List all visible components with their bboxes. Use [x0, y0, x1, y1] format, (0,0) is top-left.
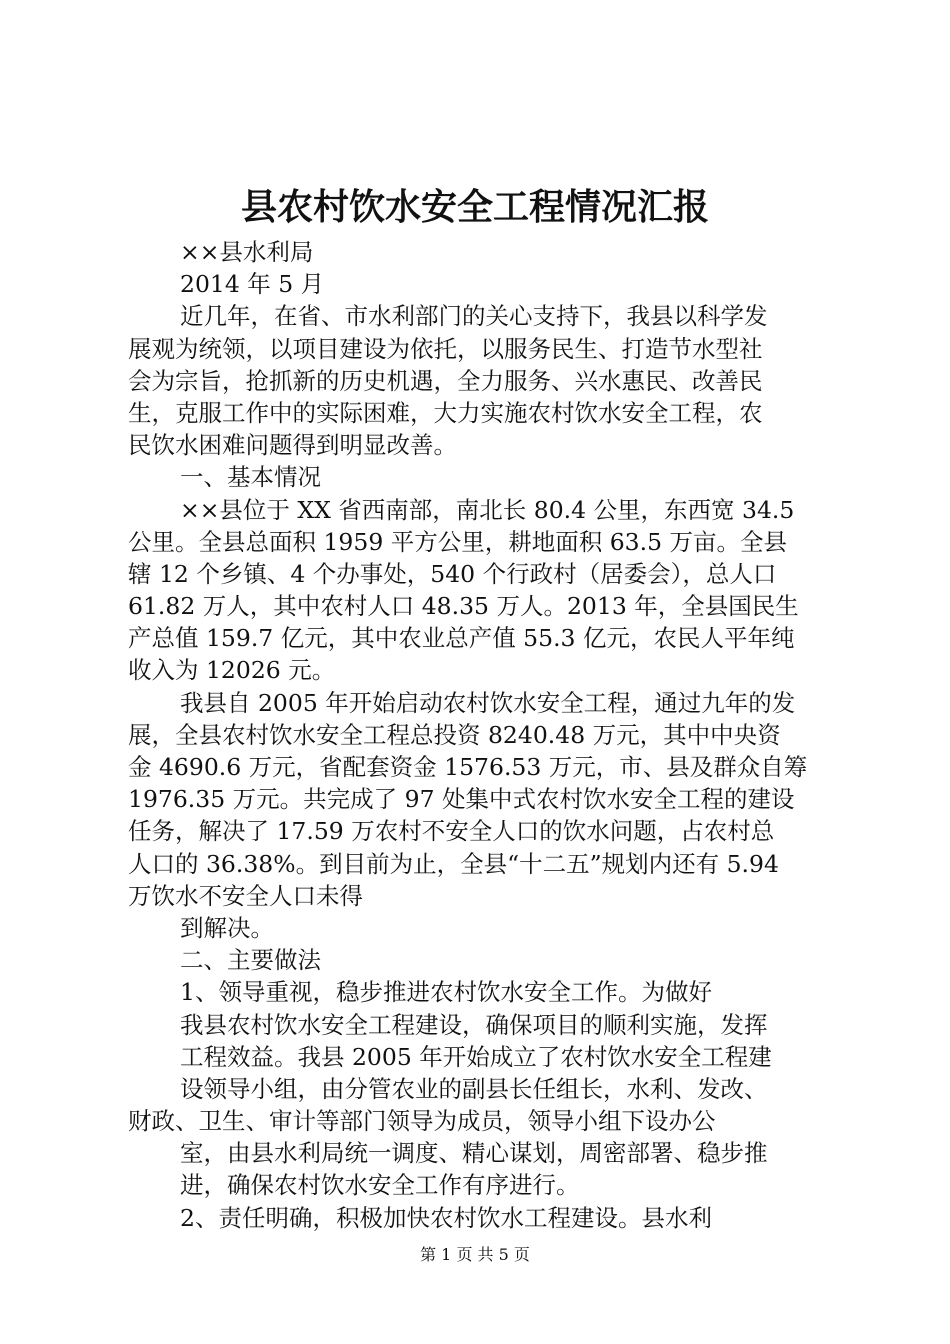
paragraph-line: 室，由县水利局统一调度、精心谋划，周密部署、稳步推 — [180, 1139, 768, 1168]
paragraph-line: 展观为统领，以项目建设为依托，以服务民生、打造节水型社 — [128, 334, 763, 363]
paragraph-line: 进，确保农村饮水安全工作有序进行。 — [180, 1171, 580, 1200]
subsection-heading: 2、责任明确，积极加快农村饮水工程建设。县水利 — [180, 1203, 712, 1232]
paragraph-line: 到解决。 — [180, 913, 274, 942]
paragraph-line: 财政、卫生、审计等部门领导为成员，领导小组下设办公 — [128, 1107, 716, 1136]
document-body — [128, 236, 834, 1234]
paragraph-line: 我县自 2005 年开始启动农村饮水安全工程，通过九年的发 — [180, 688, 796, 717]
paragraph-line: 生，克服工作中的实际困难，大力实施农村饮水安全工程，农 — [128, 398, 763, 427]
author-line: ××县水利局 — [180, 238, 314, 266]
paragraph-line: 公里。全县总面积 1959 平方公里，耕地面积 63.5 万亩。全县 — [128, 527, 788, 556]
paragraph-line: 万饮水不安全人口未得 — [128, 881, 363, 910]
paragraph-line: 人口的 36.38%。到目前为止，全县“十二五”规划内还有 5.94 — [128, 849, 779, 878]
paragraph-line: 我县农村饮水安全工程建设，确保项目的顺利实施，发挥 — [180, 1010, 768, 1039]
paragraph-line: 61.82 万人，其中农村人口 48.35 万人。2013 年，全县国民生 — [128, 592, 799, 621]
paragraph-line: 会为宗旨，抢抓新的历史机遇，全力服务、兴水惠民、改善民 — [128, 366, 763, 395]
paragraph-line: 近几年，在省、市水利部门的关心支持下，我县以科学发 — [180, 302, 768, 331]
paragraph-line: 工程效益。我县 2005 年开始成立了农村饮水安全工程建 — [180, 1042, 772, 1071]
date-line: 2014 年 5 月 — [180, 270, 325, 299]
paragraph-line: 收入为 12026 元。 — [128, 656, 336, 685]
paragraph-line: 任务，解决了 17.59 万农村不安全人口的饮水问题，占农村总 — [128, 817, 775, 846]
document-title: 县农村饮水安全工程情况汇报 — [240, 186, 709, 228]
section-heading: 二、主要做法 — [180, 946, 321, 975]
paragraph-line: 民饮水困难问题得到明显改善。 — [128, 431, 457, 460]
paragraph-line: 辖 12 个乡镇、4 个办事处，540 个行政村（居委会），总人口 — [128, 559, 777, 588]
paragraph-line: ××县位于 XX 省西南部，南北长 80.4 公里，东西宽 34.5 — [180, 495, 795, 524]
paragraph-line: 产总值 159.7 亿元，其中农业总产值 55.3 亿元，农民人平年纯 — [128, 624, 795, 653]
paragraph-line: 设领导小组，由分管农业的副县长任组长，水利、发改、 — [180, 1074, 768, 1103]
subsection-heading: 1、领导重视，稳步推进农村饮水安全工作。为做好 — [180, 978, 712, 1007]
paragraph-line: 展，全县农村饮水安全工程总投资 8240.48 万元，其中中央资 — [128, 720, 781, 749]
page-number-footer: 第 1 页 共 5 页 — [420, 1245, 530, 1264]
section-heading: 一、基本情况 — [180, 463, 321, 492]
paragraph-line: 1976.35 万元。共完成了 97 处集中式农村饮水安全工程的建设 — [128, 785, 795, 814]
paragraph-line: 金 4690.6 万元，省配套资金 1576.53 万元，市、县及群众自筹 — [128, 753, 808, 781]
